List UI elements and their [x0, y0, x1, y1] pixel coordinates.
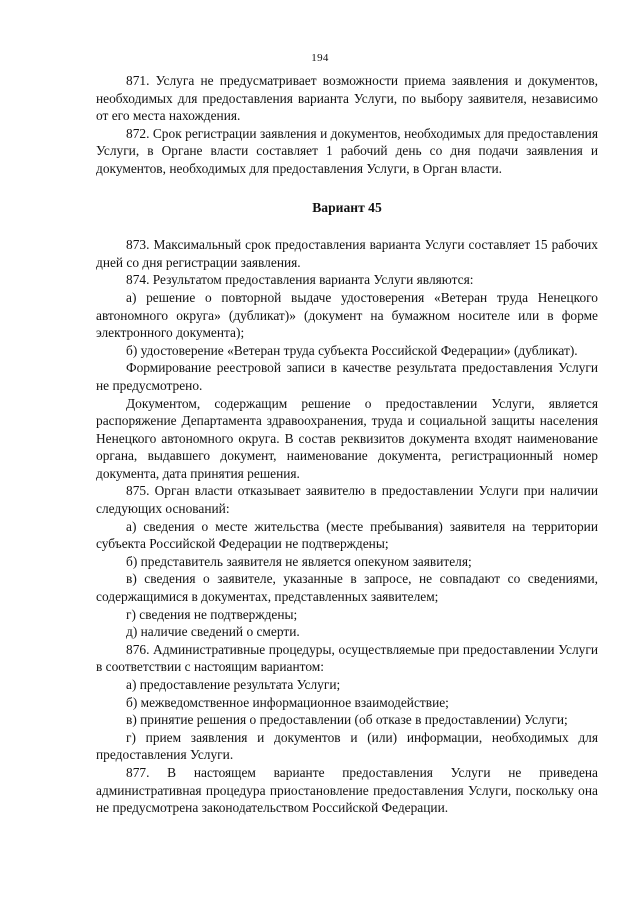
paragraph-873: 873. Максимальный срок предоставления варианта Услуги составляет 15 рабочих дней со дня регистрации заявления.: [96, 237, 598, 270]
list-item-876-v: в) принятие решения о предоставлении (об отказе в предоставлении) Услуги;: [126, 712, 568, 728]
list-item-875-v: в) сведения о заявителе, указанные в запросе, не совпадают со сведениями, содержащимися в документах, представленных заявителем;: [96, 571, 598, 605]
list-item-874-a: а) решение о повторной выдаче удостоверения «Ветеран труда Ненецкого автономного округа» (дубликат)» (документ на бумажном носителе или в форме электронного документа);: [96, 289, 598, 341]
list-item-876-g: г) прием заявления и документов и (или) информации, необходимых для предоставления Услуги.: [96, 729, 598, 763]
list-item-875-b: б) представитель заявителя не является опекуном заявителя;: [126, 553, 472, 569]
paragraph-875: 875. Орган власти отказывает заявителю в предоставлении Услуги при наличии следующих оснований:: [96, 483, 598, 517]
paragraph-871: 871. Услуга не предусматривает возможности приема заявления и документов, необходимых для предоставления варианта Услуги, по выбору заявителя, независимо от его места нахождения.: [96, 73, 598, 124]
paragraph-decision-document: Документом, содержащим решение о предоставлении Услуги, является распоряжение Департамента здравоохранения, труда и социальной защиты населения Ненецкого автономного округа. В состав реквизитов документа входят наименование органа, выдавшего документ, наименование документа, регистрационный номер документа, дата принятия решения.: [96, 395, 598, 481]
list-item-875-a: а) сведения о месте жительства (месте пребывания) заявителя на территории субъекта Российской Федерации не подтверждены;: [96, 518, 598, 552]
paragraph-877: 877. В настоящем варианте предоставления Услуги не приведена административная процедура приостановление предоставления Услуги, поскольку она не предусмотрена законодательством Российской Федерации.: [96, 764, 598, 816]
list-item-876-b: б) межведомственное информационное взаимодействие;: [126, 694, 449, 710]
section-heading: Вариант 45: [312, 199, 382, 215]
list-item-875-g: г) сведения не подтверждены;: [126, 606, 298, 622]
paragraph-876: 876. Административные процедуры, осуществляемые при предоставлении Услуги в соответствии с настоящим вариантом:: [96, 641, 598, 675]
document-body: [96, 72, 598, 817]
paragraph-registry-note: Формирование реестровой записи в качестве результата предоставления Услуги не предусмотрено.: [96, 360, 598, 393]
paragraph-874: 874. Результатом предоставления варианта Услуги являются:: [126, 272, 474, 288]
list-item-876-a: а) предоставление результата Услуги;: [126, 677, 341, 692]
paragraph-872: 872. Срок регистрации заявления и документов, необходимых для предоставления Услуги, в Органе власти составляет 1 рабочий день со дня подачи заявления и документов, необходимых для предоставления Услуги, в Орган власти.: [96, 125, 598, 176]
page-number: 194: [311, 52, 329, 64]
list-item-874-b: б) удостоверение «Ветеран труда субъекта Российской Федерации» (дубликат).: [126, 342, 578, 358]
list-item-875-d: д) наличие сведений о смерти.: [126, 624, 300, 640]
